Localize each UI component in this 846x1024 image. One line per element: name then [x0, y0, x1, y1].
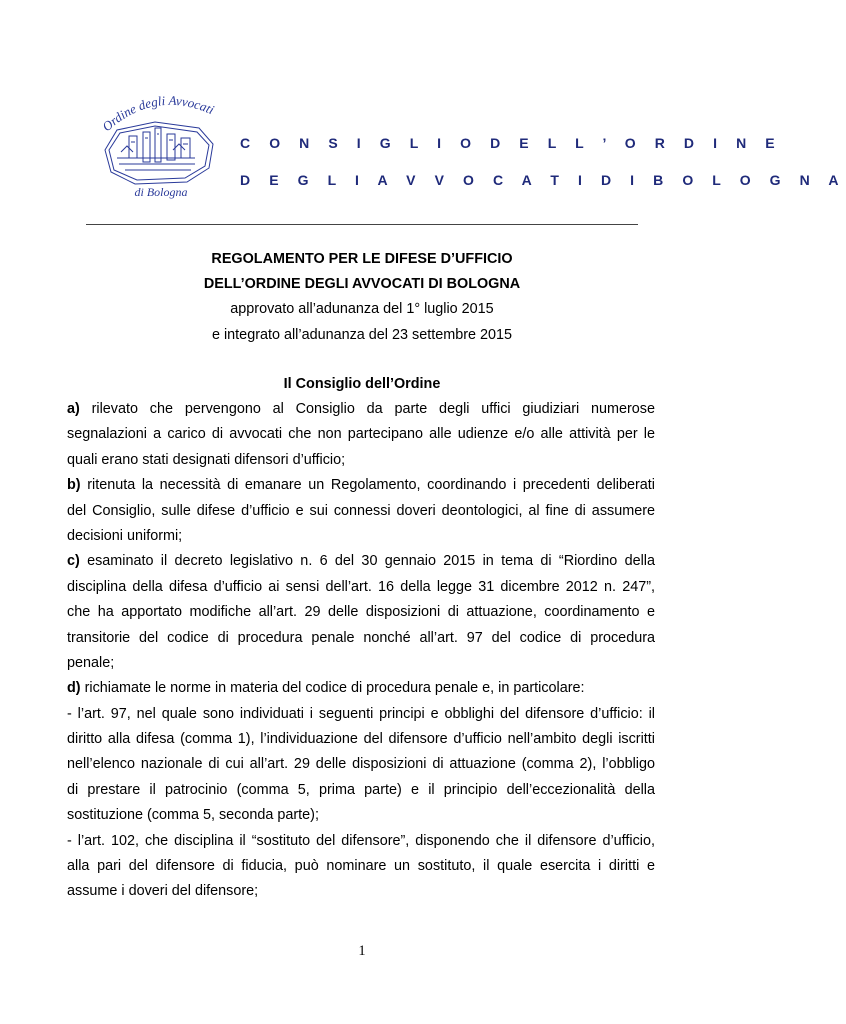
paragraph-c-line: c) esaminato il decreto legislativo n. 6 del 30 gennaio 2015 in tema di “Riordino della: [67, 553, 655, 570]
integration-date: e integrato all’adunanza del 23 settembre 2015: [211, 327, 513, 343]
logo-top-text: Ordine degli Avvocati: [99, 92, 217, 135]
art97-line: diritto alla difesa (comma 1), l’individuazione del difensore d’ufficio nell’ambito degli iscritti: [67, 731, 655, 748]
document-body: [67, 397, 655, 905]
header-divider: [86, 224, 638, 225]
org-name-line-1: C O N S I G L I O D E L L ’ O R D I N E: [240, 135, 783, 151]
paragraph-b-line: del Consiglio, sulle difese d’ufficio e sui connessi doveri deontologici, al fine di assumere: [67, 502, 655, 519]
paragraph-c-line: transitorie del codice di procedura penale nonché all’art. 97 del codice di procedura: [67, 629, 655, 646]
paragraph-a-line: quali erano stati designati difensori d’ufficio;: [67, 451, 346, 468]
paragraph-c-label: c): [67, 553, 80, 570]
city-walls-seal-icon: [105, 122, 213, 184]
paragraph-d-line: d) richiamate le norme in materia del codice di procedura penale e, in particolare:: [67, 680, 585, 697]
art102-line: assume i doveri del difensore;: [67, 883, 259, 900]
paragraph-b-line: b) ritenuta la necessità di emanare un Regolamento, coordinando i precedenti deliberati: [67, 477, 656, 494]
document-title-line-2: DELL’ORDINE DEGLI AVVOCATI DI BOLOGNA: [203, 276, 521, 292]
paragraph-c-line: disciplina della difesa d’ufficio ai sensi dell’art. 16 della legge 31 dicembre 2012 n. 247”,: [67, 578, 655, 595]
paragraph-a-line: segnalazioni a carico di avvocati che non partecipano alle udienze e/o alle attività per le: [67, 426, 655, 443]
bar-association-logo: [95, 92, 227, 202]
art102-line: alla pari del difensore di fiducia, può nominare un sostituto, il quale esercita i diritti e: [67, 858, 655, 875]
page-number: 1: [358, 943, 366, 959]
document-title-line-1: REGOLAMENTO PER LE DIFESE D’UFFICIO: [211, 251, 513, 267]
paragraph-a-label: a): [67, 401, 80, 417]
art97-line: nell’elenco nazionale di cui all’art. 29 delle disposizioni di attuazione (comma 2), l’obbligo: [67, 756, 655, 773]
art97-line: - l’art. 97, nel quale sono individuati i seguenti principi e obblighi del difensore d’ufficio: il: [67, 705, 655, 722]
logo-bottom-text: di Bologna: [134, 185, 188, 199]
paragraph-d-label: d): [67, 680, 81, 697]
art97-line: sostituzione (comma 5, seconda parte);: [67, 807, 319, 824]
paragraph-a-line: a) rilevato che pervengono al Consiglio da parte degli uffici giudiziari numerose: [67, 401, 655, 417]
org-name-line-2: D E G L I A V V O C A T I D I B O L O G N A: [240, 172, 846, 188]
paragraph-b-line: decisioni uniformi;: [67, 527, 183, 544]
art97-line: di prestare il patrocinio (comma 5, prima parte) e il principio dell’eccezionalità della: [67, 781, 655, 798]
paragraph-b-label: b): [67, 477, 81, 494]
paragraph-c-line: che ha apportato modifiche all’art. 29 delle disposizioni di attuazione, coordinamento e: [67, 604, 655, 621]
paragraph-c-line: penale;: [67, 654, 115, 671]
art102-line: - l’art. 102, che disciplina il “sostituto del difensore”, disponendo che il difensore d’ufficio,: [67, 832, 655, 849]
approval-date: approvato all’adunanza del 1° luglio 2015: [230, 301, 494, 317]
section-heading: Il Consiglio dell’Ordine: [283, 376, 441, 392]
